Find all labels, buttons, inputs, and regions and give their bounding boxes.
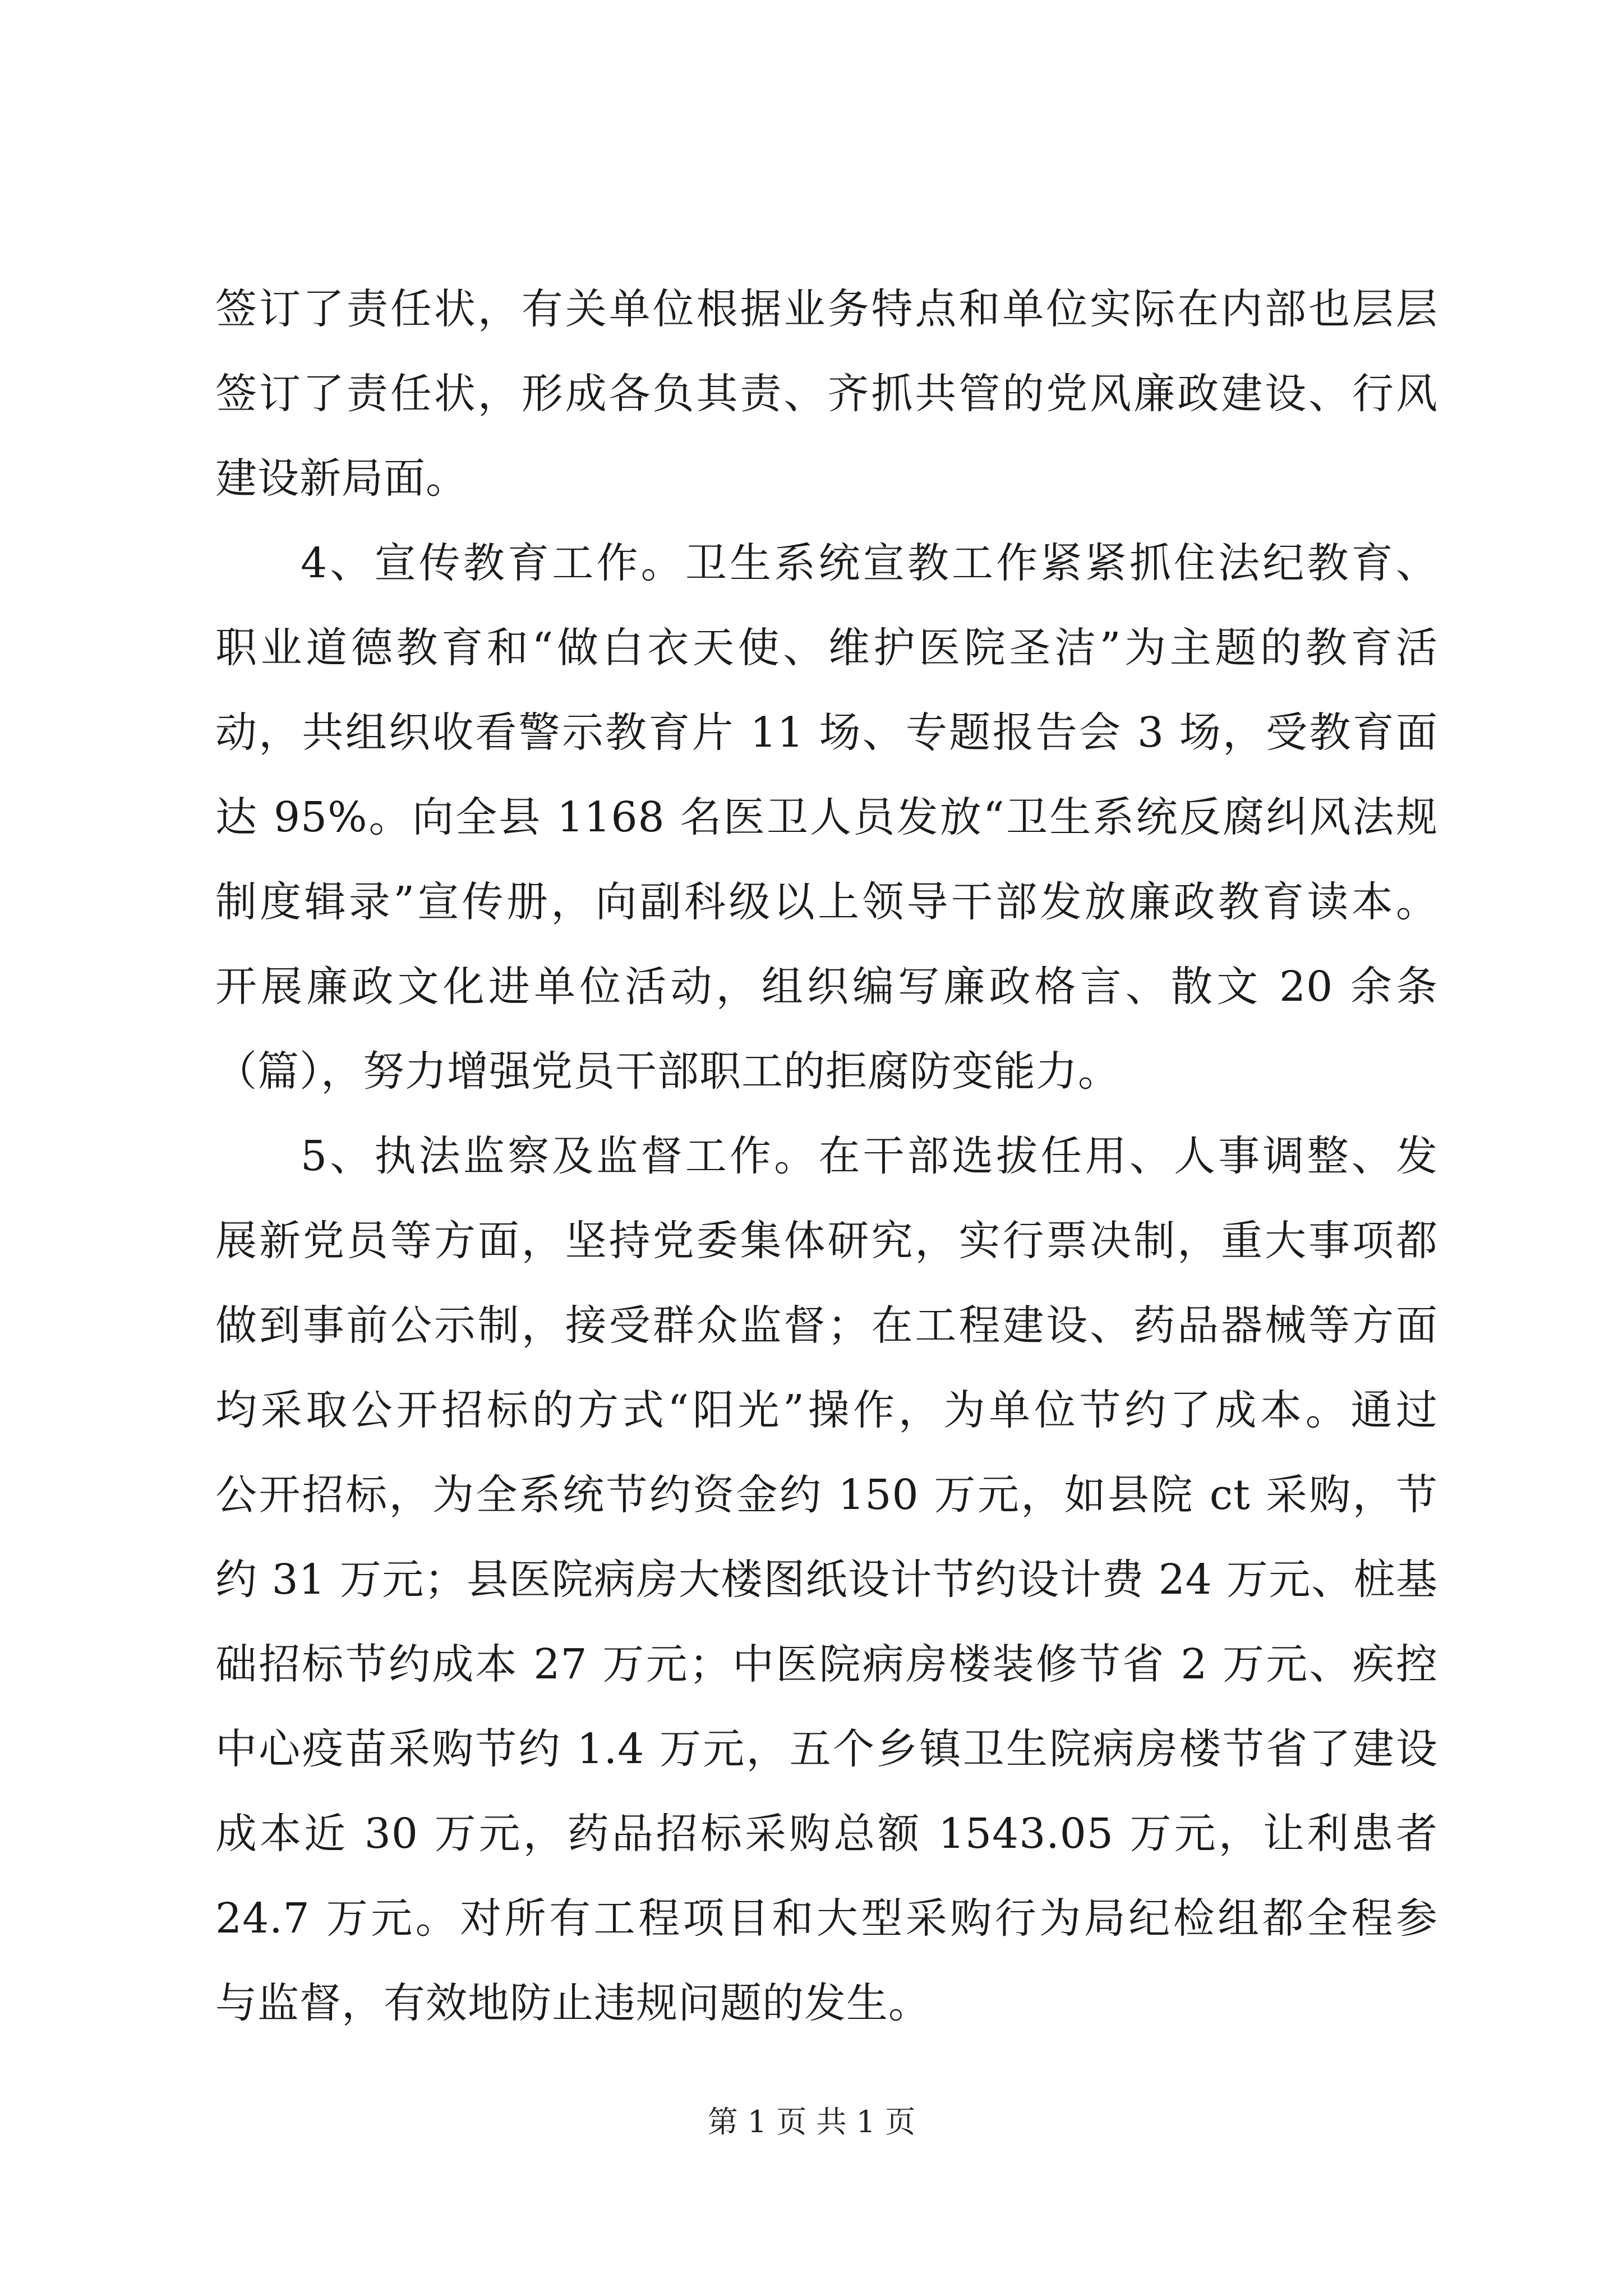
body-line-14: 均采取公开招标的方式“阳光”操作，为单位节约了成本。通过 bbox=[215, 1386, 1438, 1434]
body-line-18: 中心疫苗采购节约 1.4 万元，五个乡镇卫生院病房楼节省了建设 bbox=[215, 1725, 1438, 1773]
body-line-21: 与监督，有效地防止违规问题的发生。 bbox=[215, 1979, 930, 2027]
body-line-5: 职业道德教育和“做白衣天使、维护医院圣洁”为主题的教育活 bbox=[215, 624, 1438, 672]
body-line-17: 础招标节约成本 27 万元；中医院病房楼装修节省 2 万元、疾控 bbox=[215, 1640, 1438, 1688]
body-line-9: 开展廉政文化进单位活动，组织编写廉政格言、散文 20 余条 bbox=[215, 963, 1438, 1011]
section-5-heading-line: 5、执法监察及监督工作。在干部选拔任用、人事调整、发 bbox=[301, 1132, 1438, 1180]
body-line-19: 成本近 30 万元，药品招标采购总额 1543.05 万元，让利患者 bbox=[215, 1810, 1438, 1858]
body-line-12: 展新党员等方面，坚持党委集体研究，实行票决制，重大事项都 bbox=[215, 1217, 1438, 1265]
body-line-6: 动，共组织收看警示教育片 11 场、专题报告会 3 场，受教育面 bbox=[215, 708, 1438, 757]
body-line-20: 24.7 万元。对所有工程项目和大型采购行为局纪检组都全程参 bbox=[215, 1894, 1438, 1943]
body-line-16: 约 31 万元；县医院病房大楼图纸设计节约设计费 24 万元、桩基 bbox=[215, 1556, 1438, 1604]
body-line-1: 签订了责任状，有关单位根据业务特点和单位实际在内部也层层 bbox=[215, 285, 1438, 333]
body-line-15: 公开招标，为全系统节约资金约 150 万元，如县院 ct 采购，节 bbox=[215, 1471, 1438, 1519]
body-line-2: 签订了责任状，形成各负其责、齐抓共管的党风廉政建设、行风 bbox=[215, 370, 1438, 418]
document-body bbox=[215, 267, 1438, 2046]
body-line-13: 做到事前公示制，接受群众监督；在工程建设、药品器械等方面 bbox=[215, 1301, 1438, 1350]
body-line-10: （篇），努力增强党员干部职工的拒腐防变能力。 bbox=[215, 1047, 1120, 1096]
section-4-heading-line: 4、宣传教育工作。卫生系统宣教工作紧紧抓住法纪教育、 bbox=[301, 539, 1438, 587]
page-number-footer: 第 1 页 共 1 页 bbox=[707, 2104, 916, 2139]
body-line-8: 制度辑录”宣传册，向副科级以上领导干部发放廉政教育读本。 bbox=[215, 878, 1438, 926]
body-line-7: 达 95%。向全县 1168 名医卫人员发放“卫生系统反腐纠风法规 bbox=[215, 793, 1438, 841]
body-line-3: 建设新局面。 bbox=[215, 454, 468, 503]
